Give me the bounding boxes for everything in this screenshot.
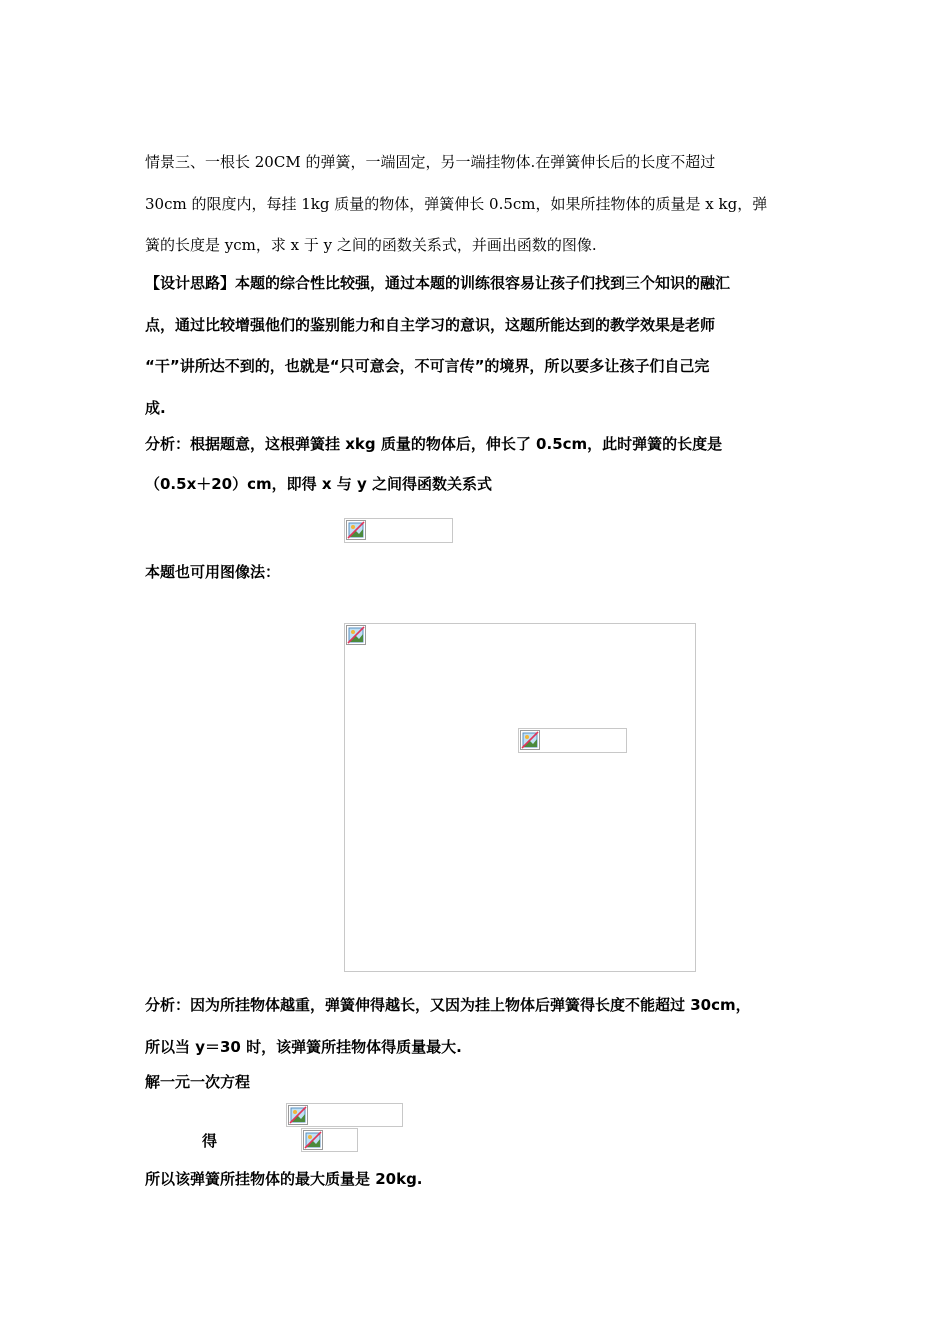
formula-image-placeholder	[344, 518, 453, 543]
solve-equation-label: 解一元一次方程	[145, 1073, 251, 1091]
graph-image-placeholder	[344, 623, 696, 972]
result-image-placeholder	[301, 1128, 358, 1152]
graph-inner-image-placeholder	[518, 728, 627, 753]
broken-image-icon	[288, 1105, 308, 1125]
design-idea-line-2: 点，通过比较增强他们的鉴别能力和自主学习的意识，这题所能达到的教学效果是老师	[145, 316, 716, 334]
broken-image-icon	[346, 520, 366, 540]
broken-image-icon	[303, 1130, 323, 1150]
analysis-2-line-1: 分析：因为所挂物体越重，弹簧伸得越长，又因为挂上物体后弹簧得长度不能超过 30cm，	[145, 996, 751, 1014]
equation-image-placeholder	[286, 1103, 403, 1127]
graph-method-label: 本题也可用图像法：	[145, 563, 281, 581]
design-idea-line-1: 【设计思路】本题的综合性比较强，通过本题的训练很容易让孩子们找到三个知识的融汇	[145, 274, 731, 292]
problem-text-line-1: 情景三、一根长 20CM 的弹簧，一端固定，另一端挂物体.在弹簧伸长后的长度不超过	[145, 153, 716, 171]
broken-image-icon	[520, 730, 540, 750]
problem-text-line-2: 30cm 的限度内，每挂 1kg 质量的物体，弹簧伸长 0.5cm，如果所挂物体的质量是 x kg，弹	[145, 195, 768, 213]
broken-image-icon	[346, 625, 366, 645]
analysis-line-2: （0.5x＋20）cm，即得 x 与 y 之间得函数关系式	[145, 475, 492, 493]
problem-text-line-3: 簧的长度是 ycm，求 x 于 y 之间的函数关系式，并画出函数的图像.	[145, 236, 597, 254]
analysis-2-line-2: 所以当 y＝30 时，该弹簧所挂物体得质量最大.	[145, 1038, 462, 1056]
design-idea-line-4: 成.	[145, 399, 166, 417]
conclusion-text: 所以该弹簧所挂物体的最大质量是 20kg.	[145, 1170, 423, 1188]
get-label: 得	[202, 1132, 218, 1150]
design-idea-line-3: “干”讲所达不到的，也就是“只可意会，不可言传”的境界，所以要多让孩子们自己完	[145, 357, 710, 375]
analysis-line-1: 分析：根据题意，这根弹簧挂 xkg 质量的物体后，伸长了 0.5cm，此时弹簧的长度是	[145, 435, 723, 453]
